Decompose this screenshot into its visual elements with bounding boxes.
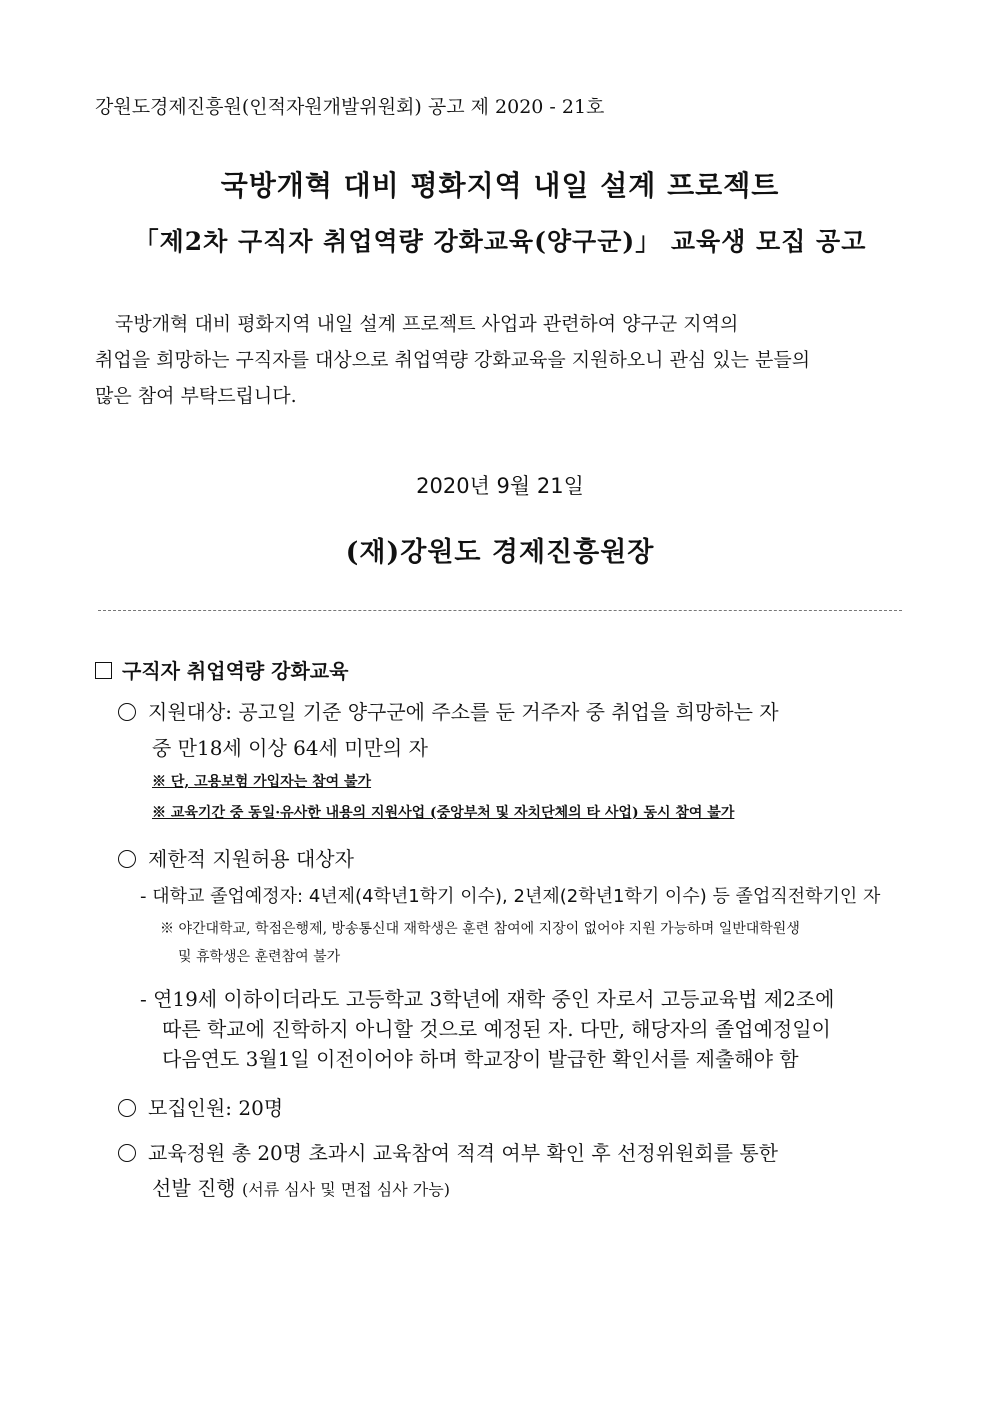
limited-item-1: - 대학교 졸업예정자: 4년제(4학년1학기 이수), 2년제(2학년1학기 이수) 등 졸업직전학기인 자 — [140, 886, 881, 907]
title-line-1: 국방개혁 대비 평화지역 내일 설계 프로젝트 — [220, 169, 780, 202]
issuer: (재)강원도 경제진흥원장 — [345, 537, 655, 568]
selection-line-2-paren: (서류 심사 및 면접 심사 가능) — [242, 1180, 450, 1199]
selection-line-2-text: 선발 진행 — [152, 1176, 236, 1200]
intro-line-3: 많은 참여 부탁드립니다. — [95, 385, 297, 407]
circle-bullet-icon — [118, 850, 136, 868]
section-title: 구직자 취업역량 강화교육 — [122, 659, 349, 683]
limited-item-1-note-line-1: ※ 야간대학교, 학점은행제, 방송통신대 재학생은 훈련 참여에 지장이 없어야 지원 가능하며 일반대학원생 — [160, 921, 800, 937]
selection-item — [118, 1137, 778, 1166]
limited-item — [118, 843, 354, 872]
intro-line-1: 국방개혁 대비 평화지역 내일 설계 프로젝트 사업과 관련하여 양구군 지역의 — [115, 313, 739, 335]
notice-date: 2020년 9월 21일 — [416, 474, 584, 498]
circle-bullet-icon — [118, 1144, 136, 1162]
limited-item-2-line-3: 다음연도 3월1일 이전이어야 하며 학교장이 발급한 확인서를 제출해야 함 — [162, 1047, 799, 1071]
selection-line-1: 교육정원 총 20명 초과시 교육참여 적격 여부 확인 후 선정위원회를 통한 — [148, 1141, 778, 1165]
limited-item-2-line-2: 따른 학교에 진학하지 아니할 것으로 예정된 자. 다만, 해당자의 졸업예정일이 — [162, 1017, 831, 1041]
square-bullet-icon — [95, 662, 112, 679]
limited-label: 제한적 지원허용 대상자 — [148, 847, 354, 871]
section-heading — [95, 655, 348, 684]
divider — [98, 610, 902, 611]
title-line-2: 「제2차 구직자 취업역량 강화교육(양구군)」 교육생 모집 공고 — [133, 227, 867, 256]
intro-line-2: 취업을 희망하는 구직자를 대상으로 취업역량 강화교육을 지원하오니 관심 있는 분들의 — [95, 349, 811, 371]
target-line-1: 지원대상: 공고일 기준 양구군에 주소를 둔 거주자 중 취업을 희망하는 자 — [148, 700, 779, 724]
intro-paragraph — [95, 306, 907, 414]
circle-bullet-icon — [118, 1099, 136, 1117]
circle-bullet-icon — [118, 703, 136, 721]
target-item — [118, 696, 779, 725]
limited-item-2-line-1: - 연19세 이하이더라도 고등학교 3학년에 재학 중인 자로서 고등교육법 제2조에 — [140, 987, 835, 1011]
notice-number: 강원도경제진흥원(인적자원개발위원회) 공고 제 2020 - 21호 — [95, 96, 605, 118]
recruit-text: 모집인원: 20명 — [148, 1096, 284, 1120]
recruit-item — [118, 1092, 283, 1121]
target-note-1: ※ 단, 고용보험 가입자는 참여 불가 — [152, 774, 372, 790]
target-note-2: ※ 교육기간 중 동일·유사한 내용의 지원사업 (중앙부처 및 자치단체의 타 사업) 동시 참여 불가 — [152, 805, 735, 821]
target-line-2: 중 만18세 이상 64세 미만의 자 — [152, 736, 428, 760]
selection-line-2 — [152, 1172, 450, 1201]
limited-item-1-note-line-2: 및 휴학생은 훈련참여 불가 — [178, 949, 341, 965]
